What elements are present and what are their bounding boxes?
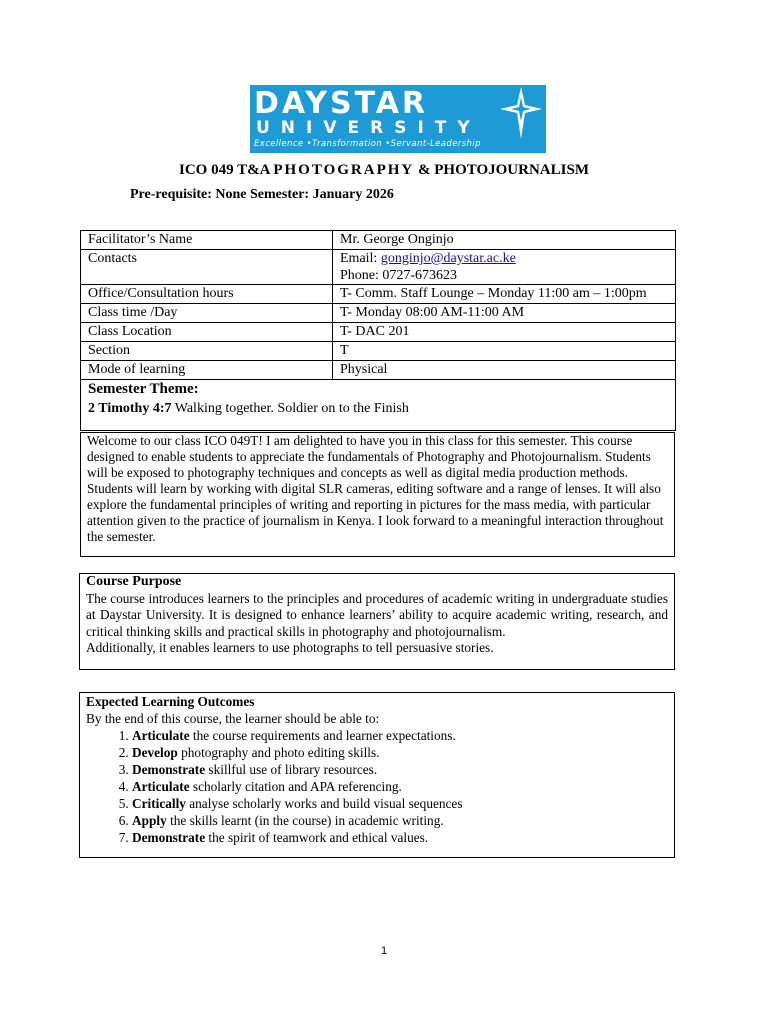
semester-theme-heading: Semester Theme: [88,381,199,397]
list-item [132,829,668,846]
office-value: T- Comm. Staff Lounge – Monday 11:00 am – 1:00pm [333,285,676,304]
facilitator-label: Facilitator’s Name [81,231,333,250]
class-time-value: T- Monday 08:00 AM-11:00 AM [333,304,676,323]
outcome-verb: Articulate [132,779,190,794]
phone-text: Phone: 0727-673623 [340,268,458,283]
outcome-text: analyse scholarly works and build visual sequences [185,796,463,811]
logo-tagline: Excellence •Transformation •Servant-Leadership [254,139,481,149]
outcomes-intro: By the end of this course, the learner should be able to: [86,711,380,726]
welcome-box: Welcome to our class ICO 049T! I am delighted to have you in this class for this semester. This course designed to enable students to appreciate the fundamentals of Photography and Photojournalism. Students will be exposed to photography techniques and concepts as well as digital media production methods. Students will learn by working with digital SLR cameras, editing software and a range of lenses. It will also explore the fundamental principles of writing and reporting in pictures for the mass media, with particular attention given to the practice of journalism in Kenya. I look forward to a meaningful interaction throughout the semester. [80,432,675,557]
outcome-verb: Critically [132,796,186,811]
table-row [81,304,676,323]
email-link[interactable]: gonginjo@daystar.ac.ke [380,251,516,266]
daystar-logo [250,85,546,153]
mode-value: Physical [333,361,676,380]
location-value: T- DAC 201 [333,323,676,342]
theme-verse: 2 Timothy 4:7 [88,401,172,416]
course-purpose-heading: Course Purpose [86,574,182,589]
course-title-rest: & PHOTOJOURNALISM [418,162,589,178]
location-label: Class Location [81,323,333,342]
outcome-verb: Articulate [132,728,190,743]
list-item [132,795,668,812]
outcomes-list [86,727,668,846]
table-row [81,342,676,361]
table-row [81,250,676,285]
outcome-verb: Demonstrate [132,830,206,845]
logo-wordmark: DAYSTAR [254,86,429,121]
page-number: 1 [380,945,388,957]
section-label: Section [81,342,333,361]
star-cross-icon [500,87,542,139]
list-item [132,761,668,778]
list-item [132,812,668,829]
email-prefix: Email: [340,251,381,266]
course-code: ICO 049 T&A [179,162,270,178]
outcome-text: photography and photo editing skills. [177,745,380,760]
class-time-label: Class time /Day [81,304,333,323]
course-purpose-text: The course introduces learners to the principles and procedures of academic writing in undergraduate studies at Daystar University. It is designed to enhance learners’ ability to acquire academic writing, research, and critical thinking skills and practical skills in photography and photojournalism. [86,590,668,639]
mode-label: Mode of learning [81,361,333,380]
prerequisite-line: Pre-requisite: None Semester: January 2026 [130,187,394,202]
logo-subword: UNIVERSITY [256,118,481,138]
outcome-text: the skills learnt (in the course) in academic writing. [166,813,444,828]
section-value: T [333,342,676,361]
theme-text: Walking together. Soldier on to the Finish [171,401,409,416]
list-item [132,727,668,744]
course-title [0,162,768,179]
semester-theme-text [88,399,668,418]
outcome-verb: Apply [132,813,167,828]
table-row [81,285,676,304]
contacts-value [333,250,676,285]
outcome-text: scholarly citation and APA referencing. [189,779,402,794]
outcome-text: the spirit of teamwork and ethical values. [205,830,429,845]
list-item [132,744,668,761]
semester-theme-box [80,379,676,431]
outcome-text: skillful use of library resources. [205,762,378,777]
table-row [81,323,676,342]
table-row [81,231,676,250]
outcome-verb: Demonstrate [132,762,206,777]
table-row [81,361,676,380]
list-item [132,778,668,795]
course-info-table [80,230,676,380]
course-title-main: PHOTOGRAPHY [273,162,415,178]
learning-outcomes-box [79,692,675,858]
outcome-verb: Develop [132,745,178,760]
contacts-label: Contacts [81,250,333,285]
outcome-text: the course requirements and learner expectations. [189,728,456,743]
outcomes-heading: Expected Learning Outcomes [86,694,255,709]
facilitator-value: Mr. George Onginjo [333,231,676,250]
course-purpose-box [79,573,675,670]
course-purpose-text-2: Additionally, it enables learners to use photographs to tell persuasive stories. [86,640,494,655]
office-label: Office/Consultation hours [81,285,333,304]
